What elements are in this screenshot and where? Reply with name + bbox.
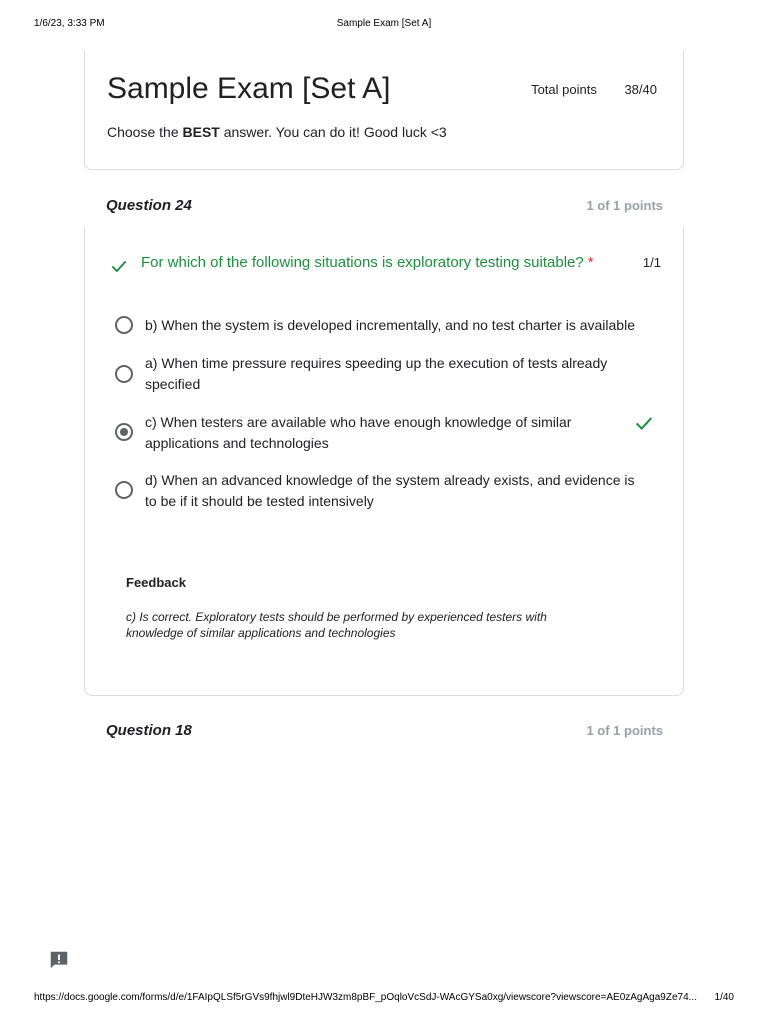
print-footer [34, 992, 734, 1006]
question-24-text-row [109, 254, 661, 276]
check-icon [633, 412, 655, 434]
desc-bold: BEST [182, 124, 220, 140]
question-24-text [141, 254, 594, 271]
option-text: c) When testers are available who have enough knowledge of similar applications and technologies [145, 414, 572, 451]
option-text: b) When the system is developed incrementally, and no test charter is available [145, 317, 635, 333]
print-header [34, 18, 734, 32]
radio-button-selected[interactable] [115, 423, 133, 441]
question-18-label: Question 18 [106, 722, 192, 739]
total-points [531, 82, 657, 97]
question-18-header [106, 722, 663, 742]
desc-pre: Choose the [107, 124, 183, 140]
total-points-label: Total points [531, 82, 597, 97]
option-text: d) When an advanced knowledge of the system already exists, and evidence is to be if it should be tested intensively [145, 472, 635, 509]
print-datetime: 1/6/23, 3:33 PM [34, 18, 105, 29]
report-issue-icon[interactable] [48, 949, 70, 971]
print-doc-title: Sample Exam [Set A] [336, 18, 432, 29]
question-24-label: Question 24 [106, 197, 192, 214]
question-18-points: 1 of 1 points [586, 723, 663, 738]
radio-button[interactable] [115, 365, 133, 383]
total-points-value: 38/40 [624, 82, 657, 97]
form-title: Sample Exam [Set A] [107, 72, 391, 105]
form-header-card [84, 50, 684, 170]
question-24-score: 1/1 [642, 255, 661, 270]
radio-button[interactable] [115, 316, 133, 334]
print-page-number: 1/40 [714, 992, 734, 1003]
question-24-header [106, 197, 663, 217]
feedback-text: c) Is correct. Exploratory tests should be performed by experienced testers with knowledge of similar applications and technologies [126, 610, 547, 640]
form-description [107, 124, 447, 140]
question-24-card [84, 228, 684, 696]
check-icon [109, 256, 129, 276]
option-text: a) When time pressure requires speeding up the execution of tests already specified [145, 355, 608, 392]
question-24-text-body: For which of the following situations is exploratory testing suitable? [141, 254, 584, 271]
required-mark: * [587, 254, 594, 271]
feedback-label: Feedback [126, 575, 186, 590]
question-24-points: 1 of 1 points [586, 198, 663, 213]
print-url: https://docs.google.com/forms/d/e/1FAIpQLSf5rGVs9fhjwl9DteHJW3zm8pBF_pOqloVcSdJ-WAcGYSa0xg/viewscore?viewscore=AE0zAgAga9Ze74... [34, 992, 697, 1003]
desc-post: answer. You can do it! Good luck <3 [219, 124, 447, 140]
radio-button[interactable] [115, 481, 133, 499]
